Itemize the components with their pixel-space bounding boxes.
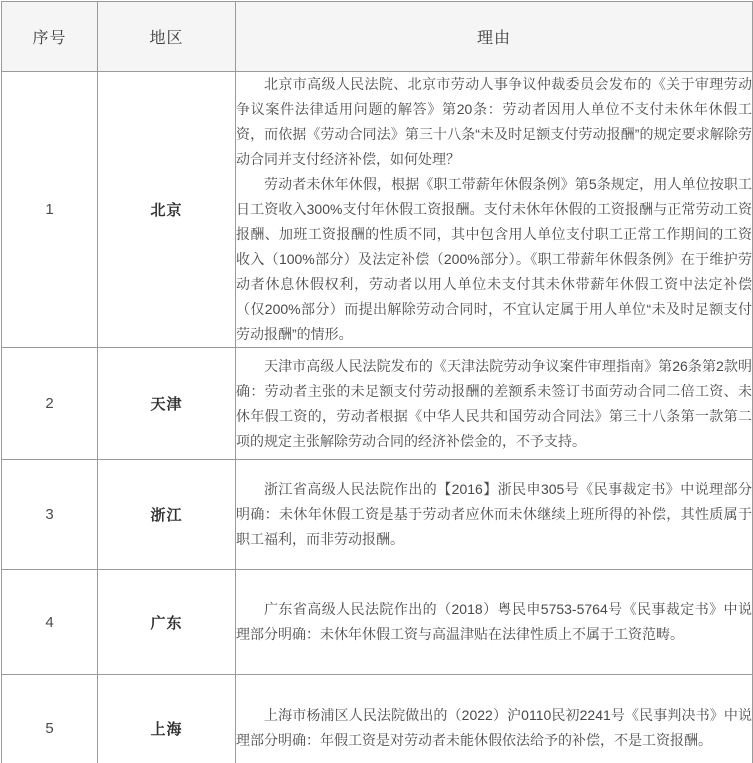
row-number: 1 <box>2 72 98 348</box>
row-number: 4 <box>2 570 98 675</box>
reason-paragraph: 天津市高级人民法院发布的《天津法院劳动争议案件审理指南》第26条第2款明确：劳动者主张的未足额支付劳动报酬的差额系未签订书面劳动合同二倍工资、未休年假工资的，劳动者根据《中华人民共和国劳动合同法》第三十八条第一款第二项的规定主张解除劳动合同的经济补偿金的，不予支持。 <box>236 357 752 449</box>
row-number: 3 <box>2 460 98 570</box>
reason-paragraph: 上海市杨浦区人民法院做出的（2022）沪0110民初2241号《民事判决书》中说理部分明确：年假工资是对劳动者未能休假依法给予的补偿，不是工资报酬。 <box>236 707 752 748</box>
table-header <box>2 2 753 72</box>
column-header-no: 序号 <box>2 2 98 72</box>
row-region: 上海 <box>98 675 236 763</box>
row-number: 2 <box>2 348 98 460</box>
row-region: 北京 <box>98 72 236 348</box>
row-region: 广东 <box>98 570 236 675</box>
row-region: 天津 <box>98 348 236 460</box>
reason-paragraph: 广东省高级人民法院作出的（2018）粤民申5753-5764号《民事裁定书》中说理部分明确：未休年休假工资与高温津贴在法律性质上不属于工资范畴。 <box>236 601 752 642</box>
row-reason <box>236 72 753 348</box>
table-row <box>2 460 753 570</box>
table-row <box>2 72 753 348</box>
reason-paragraph: 浙江省高级人民法院作出的【2016】浙民申305号《民事裁定书》中说理部分明确：未休年休假工资是基于劳动者应休而未休继续上班所得的补偿，其性质属于职工福利，而非劳动报酬。 <box>236 481 752 547</box>
table-row <box>2 675 753 763</box>
row-reason <box>236 675 753 763</box>
row-reason <box>236 570 753 675</box>
row-region: 浙江 <box>98 460 236 570</box>
column-header-region: 地区 <box>98 2 236 72</box>
table-body <box>2 72 753 763</box>
reason-paragraph: 劳动者未休年休假，根据《职工带薪年休假条例》第5条规定，用人单位按职工日工资收入300%支付年休假工资报酬。支付未休年休假的工资报酬与正常劳动工资报酬、加班工资报酬的性质不同，其中包含用人单位支付职工正常工作期间的工资收入（100%部分）及法定补偿（200%部分）。《职工带薪年休假条例》在于维护劳动者休息休假权利，劳动者以用人单位未支付其未休带薪年休假工资中法定补偿（仅200%部分）而提出解除劳动合同时，不宜认定属于用人单位“未及时足额支付劳动报酬”的情形。 <box>236 176 752 342</box>
reason-paragraph: 北京市高级人民法院、北京市劳动人事争议仲裁委员会发布的《关于审理劳动争议案件法律适用问题的解答》第20条：劳动者因用人单位不支付未休年休假工资，而依据《劳动合同法》第三十八条“未及时足额支付劳动报酬”的规定要求解除劳动合同并支付经济补偿，如何处理？ <box>236 76 752 167</box>
annual-leave-reason-table <box>1 1 753 763</box>
table-row <box>2 348 753 460</box>
table-row <box>2 570 753 675</box>
row-number: 5 <box>2 675 98 763</box>
column-header-reason: 理由 <box>236 2 753 72</box>
table-header-row <box>2 2 753 72</box>
row-reason <box>236 460 753 570</box>
row-reason <box>236 348 753 460</box>
